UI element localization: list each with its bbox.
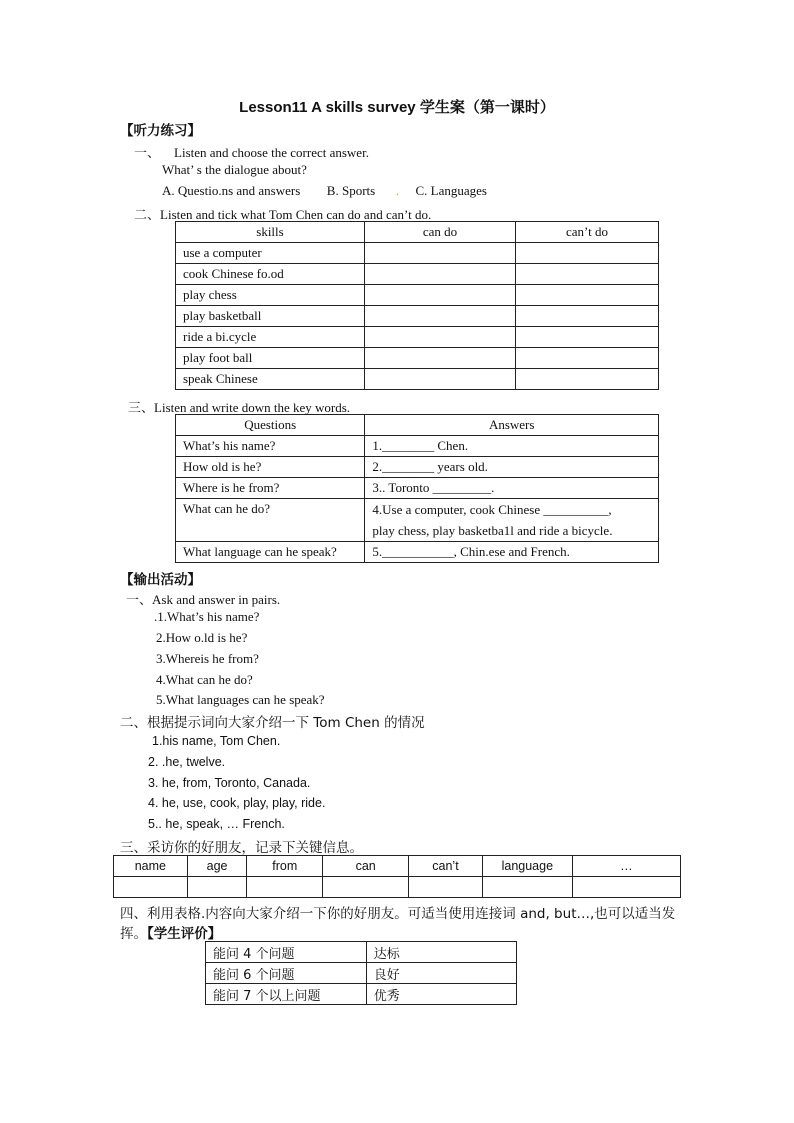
can-do-cell[interactable]: [365, 369, 516, 390]
skill-cell: cook Chinese fo.od: [176, 264, 365, 285]
can-do-cell[interactable]: [365, 306, 516, 327]
table-row: [176, 457, 659, 478]
option-a: A. Questio.ns and answers: [162, 183, 301, 198]
evaluation-table: [205, 941, 517, 1005]
header-skills: skills: [176, 222, 365, 243]
level-cell: 优秀: [366, 984, 516, 1005]
table-row: [206, 963, 517, 984]
blank-cell[interactable]: [114, 877, 188, 898]
skill-cell: play foot ball: [176, 348, 365, 369]
output-q2-number: 二、: [120, 715, 147, 731]
output-q4-line2: [120, 922, 221, 942]
skill-cell: use a computer: [176, 243, 365, 264]
cant-do-cell[interactable]: [516, 264, 659, 285]
table-row: [176, 478, 659, 499]
answer-cell[interactable]: 1.________ Chen.: [365, 436, 659, 457]
table-row: [176, 369, 659, 390]
option-b: B. Sports: [326, 183, 376, 198]
table-row: [176, 306, 659, 327]
header-can: can: [323, 856, 409, 877]
table-row: [176, 542, 659, 563]
evaluation-heading: 【学生评价】: [147, 926, 222, 942]
table-row: [176, 285, 659, 306]
table-header-row: [176, 415, 659, 436]
output-q1-instruction: Ask and answer in pairs.: [152, 592, 281, 607]
list-item: 2.How o.ld is he?: [156, 630, 248, 645]
listening-q2-number: 二、: [134, 207, 161, 222]
listening-q3-instruction: Listen and write down the key words.: [154, 400, 351, 415]
criterion-cell: 能问 7 个以上问题: [206, 984, 367, 1005]
output-q4-number: 四、: [120, 906, 147, 922]
cant-do-cell[interactable]: [516, 327, 659, 348]
listening-q3-number: 三、: [128, 400, 155, 415]
header-language: language: [482, 856, 572, 877]
blank-cell[interactable]: [187, 877, 247, 898]
table-header-row: [176, 222, 659, 243]
blank-cell[interactable]: [323, 877, 409, 898]
blank-cell[interactable]: [572, 877, 680, 898]
output-q3-number: 三、: [120, 840, 147, 856]
header-name: name: [114, 856, 188, 877]
list-item: .1.What’s his name?: [154, 609, 260, 624]
cant-do-cell[interactable]: [516, 348, 659, 369]
list-item: 5.What languages can he speak?: [156, 692, 325, 707]
output-q3-instruction: 采访你的好朋友，记录下关键信息。: [147, 840, 363, 856]
skill-cell: play chess: [176, 285, 365, 306]
question-cell: Where is he from?: [176, 478, 365, 499]
header-cant: can’t: [409, 856, 483, 877]
interview-table: [113, 855, 681, 898]
output-q1-instruction-line: [126, 589, 280, 608]
can-do-cell[interactable]: [365, 243, 516, 264]
header-can-do: can do: [365, 222, 516, 243]
answer-line: 4.Use a computer, cook Chinese __________,: [372, 502, 612, 517]
cant-do-cell[interactable]: [516, 369, 659, 390]
answer-cell[interactable]: [365, 499, 659, 542]
option-c: C. Languages: [415, 183, 487, 198]
list-item: 3.Whereis he from?: [156, 651, 259, 666]
blank-cell[interactable]: [409, 877, 483, 898]
question-cell: What’s his name?: [176, 436, 365, 457]
output-q4-text: 利用表格.内容向大家介绍一下你的好朋友。可适当使用连接词 and, but…,也可以适当发: [147, 906, 676, 922]
question-cell: How old is he?: [176, 457, 365, 478]
listening-q1-options: [162, 183, 487, 199]
blank-cell[interactable]: [247, 877, 323, 898]
stray-dot: .: [395, 183, 399, 198]
listening-heading: 【听力练习】: [120, 123, 201, 139]
output-q1-number: 一、: [126, 592, 153, 607]
table-row: [176, 499, 659, 542]
listening-q2-instruction: Listen and tick what Tom Chen can do and can’t do.: [160, 207, 432, 222]
answer-cell[interactable]: 3.. Toronto _________.: [365, 478, 659, 499]
list-item: 3. he, from, Toronto, Canada.: [148, 776, 311, 790]
can-do-cell[interactable]: [365, 348, 516, 369]
table-row: [114, 877, 681, 898]
table-header-row: [114, 856, 681, 877]
skill-cell: speak Chinese: [176, 369, 365, 390]
output-q4-text-2: 挥。: [120, 926, 147, 942]
criterion-cell: 能问 6 个问题: [206, 963, 367, 984]
output-heading: 【输出活动】: [120, 572, 201, 588]
table-row: [176, 243, 659, 264]
can-do-cell[interactable]: [365, 285, 516, 306]
output-q4-line1: [120, 902, 675, 922]
skill-cell: ride a bi.cycle: [176, 327, 365, 348]
output-q2-instruction-line: [120, 711, 425, 731]
table-row: [176, 264, 659, 285]
page-title: Lesson11 A skills survey 学生案（第一课时）: [239, 99, 555, 116]
list-item: 1.his name, Tom Chen.: [152, 734, 281, 748]
header-from: from: [247, 856, 323, 877]
question-cell: What can he do?: [176, 499, 365, 542]
table-row: [176, 436, 659, 457]
list-item: 5.. he, speak, … French.: [148, 817, 285, 831]
listening-q1-number: 一、: [134, 145, 161, 160]
header-answers: Answers: [365, 415, 659, 436]
level-cell: 达标: [366, 942, 516, 963]
table-row: [176, 348, 659, 369]
output-q2-instruction: 根据提示词向大家介绍一下 Tom Chen 的情况: [147, 715, 425, 731]
list-item: 2. .he, twelve.: [148, 755, 226, 769]
cant-do-cell[interactable]: [516, 285, 659, 306]
question-cell: What language can he speak?: [176, 542, 365, 563]
skills-table: [175, 221, 659, 390]
answer-line: play chess, play basketba1l and ride a bicycle.: [372, 523, 613, 538]
table-row: [176, 327, 659, 348]
key-words-table: [175, 414, 659, 563]
can-do-cell[interactable]: [365, 327, 516, 348]
blank-cell[interactable]: [482, 877, 572, 898]
skill-cell: play basketball: [176, 306, 365, 327]
criterion-cell: 能问 4 个问题: [206, 942, 367, 963]
answer-cell[interactable]: 2.________ years old.: [365, 457, 659, 478]
output-q3-instruction-line: [120, 836, 363, 856]
table-row: [206, 942, 517, 963]
listening-q1-instruction-line: [134, 142, 369, 161]
listening-q1-instruction: Listen and choose the correct answer.: [174, 145, 369, 160]
header-questions: Questions: [176, 415, 365, 436]
table-row: [206, 984, 517, 1005]
cant-do-cell[interactable]: [516, 243, 659, 264]
answer-cell[interactable]: 5.___________, Chin.ese and French.: [365, 542, 659, 563]
list-item: 4. he, use, cook, play, play, ride.: [148, 796, 326, 810]
header-ellipsis: …: [572, 856, 680, 877]
cant-do-cell[interactable]: [516, 306, 659, 327]
header-cant-do: can’t do: [516, 222, 659, 243]
header-age: age: [187, 856, 247, 877]
can-do-cell[interactable]: [365, 264, 516, 285]
list-item: 4.What can he do?: [156, 672, 253, 687]
listening-q1-question: What’ s the dialogue about?: [162, 162, 307, 177]
level-cell: 良好: [366, 963, 516, 984]
